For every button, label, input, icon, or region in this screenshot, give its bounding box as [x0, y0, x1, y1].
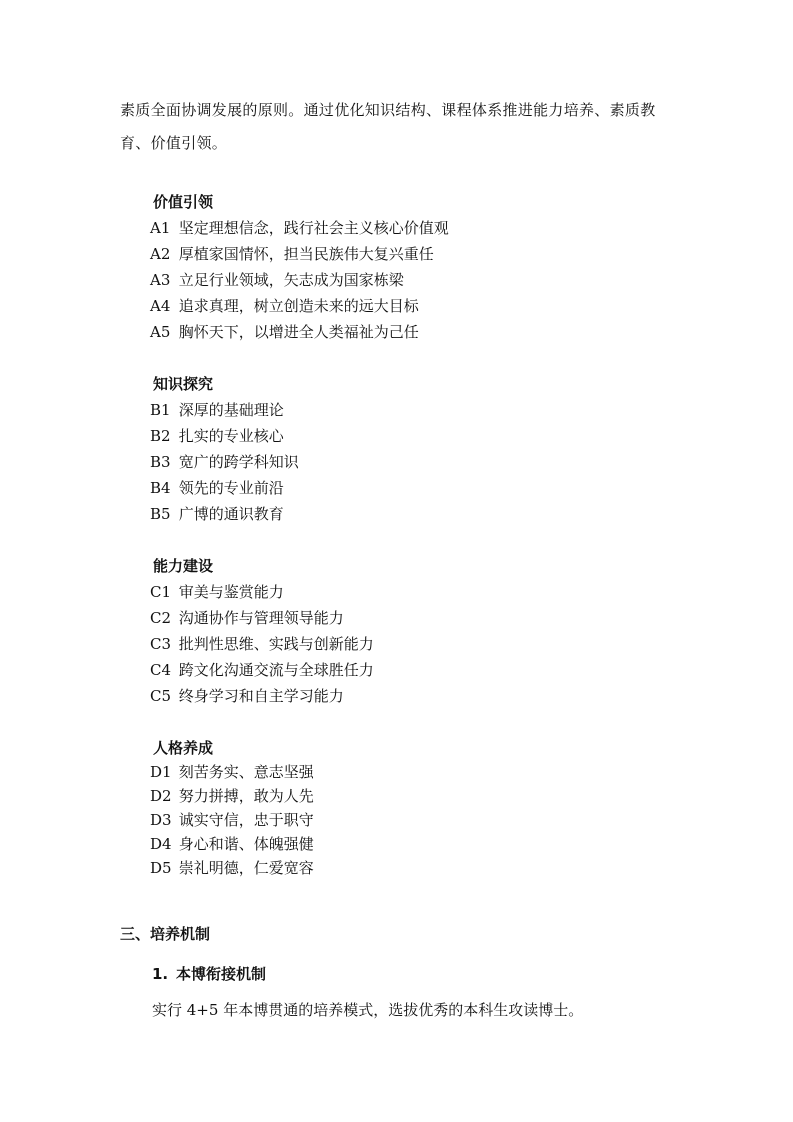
list-item [150, 634, 374, 654]
item-code: B5 [150, 505, 171, 523]
list-item [150, 400, 284, 420]
section-title-personality: 人格养成 [153, 739, 214, 757]
item-code: B1 [150, 401, 171, 419]
item-text: 厚植家国情怀，担当民族伟大复兴重任 [178, 245, 434, 263]
item-code: C1 [150, 583, 172, 601]
item-text: 刻苦务实、意志坚强 [178, 763, 314, 781]
item-code: A5 [150, 323, 171, 341]
subsection-title: 本博衔接机制 [176, 965, 267, 983]
item-text: 身心和谐、体魄强健 [178, 835, 314, 853]
item-text: 崇礼明德，仁爱宽容 [178, 859, 314, 877]
list-item [150, 296, 419, 316]
item-text: 批判性思维、实践与创新能力 [178, 635, 374, 653]
section-title-knowledge: 知识探究 [153, 375, 214, 393]
list-item [150, 270, 404, 290]
list-item [150, 660, 374, 680]
item-text: 诚实守信，忠于职守 [178, 811, 314, 829]
subsection-body: 实行 4+5 年本博贯通的培养模式，选拔优秀的本科生攻读博士。 [152, 1001, 584, 1019]
item-code: A3 [150, 271, 171, 289]
item-code: C3 [150, 635, 172, 653]
subsection-number: 1. [152, 965, 169, 983]
list-item [150, 686, 344, 706]
item-code: D2 [150, 787, 172, 805]
item-text: 广博的通识教育 [178, 505, 284, 523]
subsection-heading [152, 964, 266, 984]
list-item [150, 452, 299, 472]
list-item [150, 426, 284, 446]
section-title-ability: 能力建设 [153, 557, 214, 575]
item-code: D3 [150, 811, 172, 829]
item-code: C5 [150, 687, 172, 705]
item-text: 胸怀天下，以增进全人类福祉为己任 [178, 323, 419, 341]
item-text: 领先的专业前沿 [178, 479, 284, 497]
list-item [150, 504, 284, 524]
list-item [150, 762, 314, 782]
item-text: 努力拼搏，敢为人先 [178, 787, 314, 805]
list-item [150, 810, 314, 830]
item-text: 坚定理想信念，践行社会主义核心价值观 [178, 219, 449, 237]
list-item [150, 244, 434, 264]
item-code: C2 [150, 609, 172, 627]
list-item [150, 218, 449, 238]
item-code: D4 [150, 835, 172, 853]
list-item [150, 478, 284, 498]
item-code: A4 [150, 297, 171, 315]
item-text: 追求真理，树立创造未来的远大目标 [178, 297, 419, 315]
intro-paragraph [120, 94, 680, 160]
item-code: A2 [150, 245, 171, 263]
item-code: C4 [150, 661, 172, 679]
list-item [150, 322, 419, 342]
list-item [150, 608, 344, 628]
list-item [150, 858, 314, 878]
item-text: 沟通协作与管理领导能力 [178, 609, 344, 627]
list-item [150, 786, 314, 806]
item-text: 终身学习和自主学习能力 [178, 687, 344, 705]
item-code: A1 [150, 219, 171, 237]
section-title-value-guidance: 价值引领 [153, 193, 214, 211]
item-text: 跨文化沟通交流与全球胜任力 [178, 661, 374, 679]
item-code: B2 [150, 427, 171, 445]
intro-line-2: 育、价值引领。 [120, 134, 228, 152]
list-item [150, 834, 314, 854]
list-item [150, 582, 284, 602]
item-text: 审美与鉴赏能力 [178, 583, 284, 601]
item-text: 宽广的跨学科知识 [178, 453, 299, 471]
intro-line-1: 素质全面协调发展的原则。通过优化知识结构、课程体系推进能力培养、素质教 [120, 101, 656, 119]
item-code: D1 [150, 763, 172, 781]
item-code: B4 [150, 479, 171, 497]
item-text: 深厚的基础理论 [178, 401, 284, 419]
item-text: 扎实的专业核心 [178, 427, 284, 445]
item-code: D5 [150, 859, 172, 877]
chapter-heading: 三、培养机制 [120, 925, 211, 943]
item-text: 立足行业领域，矢志成为国家栋梁 [178, 271, 404, 289]
item-code: B3 [150, 453, 171, 471]
